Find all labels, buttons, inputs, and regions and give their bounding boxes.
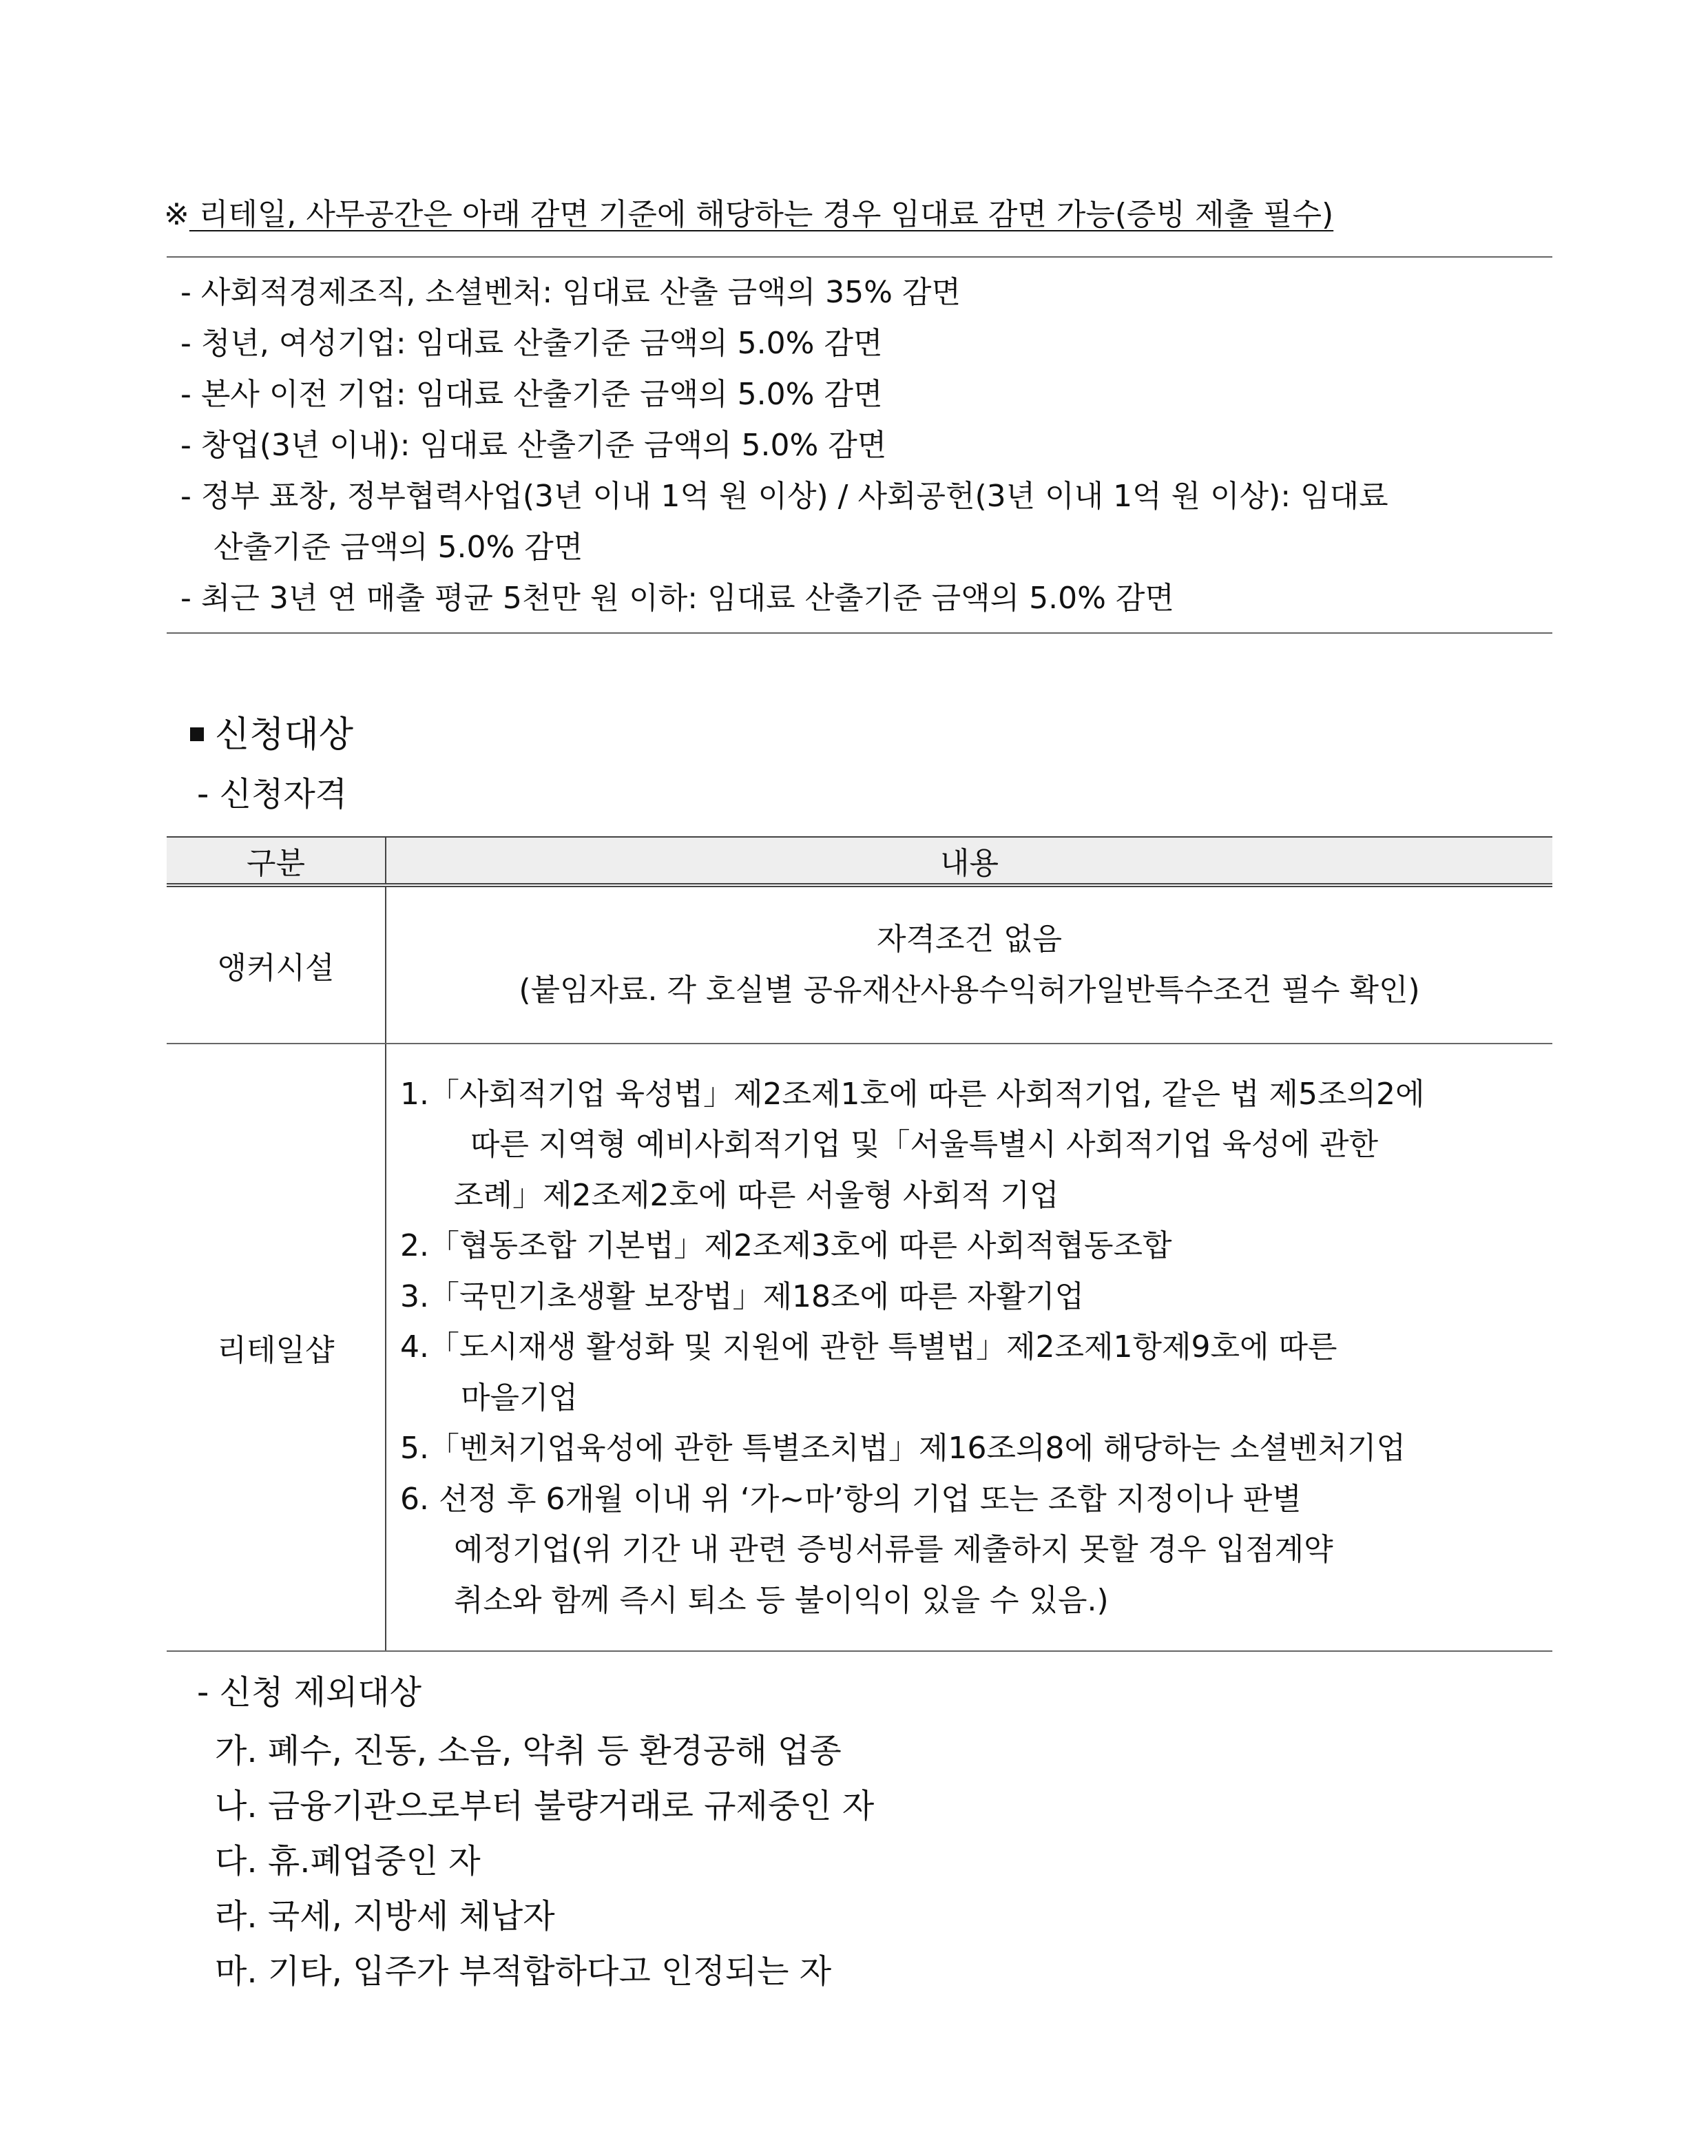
reduction-item: - 본사 이전 기업: 임대료 산출기준 금액의 5.0% 감면 — [180, 377, 883, 412]
list-item-line: 4.「도시재생 활성화 및 지원에 관한 특별법」제2조제1항제9호에 따른 — [400, 1329, 1337, 1365]
reduction-notice-text: 리테일, 사무공간은 아래 감면 기준에 해당하는 경우 임대료 감면 가능(증빙 제출 필수) — [189, 197, 1334, 232]
retail-criteria-list — [386, 1069, 1552, 1626]
reduction-item: - 정부 표창, 정부협력사업(3년 이내 1억 원 이상) / 사회공헌(3년 이내 1억 원 이상): 임대료 — [180, 479, 1388, 514]
list-item-line: 2.「협동조합 기본법」제2조제3호에 따른 사회적협동조합 — [400, 1228, 1172, 1264]
content-cell — [386, 1044, 1552, 1651]
reduction-item: - 사회적경제조직, 소셜벤처: 임대료 산출 금액의 35% 감면 — [180, 275, 961, 310]
reduction-list — [180, 267, 1551, 624]
list-item — [400, 1474, 1552, 1626]
exclusion-item: 마. 기타, 입주가 부적합하다고 인정되는 자 — [215, 1952, 832, 1991]
exclusion-item: 라. 국세, 지방세 체납자 — [215, 1897, 555, 1936]
anchor-condition: 자격조건 없음 — [876, 922, 1062, 957]
header-content: 내용 — [386, 837, 1552, 885]
exclusion-item: 다. 휴.폐업중인 자 — [215, 1842, 481, 1880]
exclusion-list — [215, 1723, 874, 1999]
reduction-item: - 창업(3년 이내): 임대료 산출기준 금액의 5.0% 감면 — [180, 428, 887, 463]
eligibility-table — [167, 836, 1552, 1652]
list-item-line: 마을기업 — [461, 1380, 579, 1416]
exclusion-heading: - 신청 제외대상 — [197, 1673, 422, 1712]
square-bullet-icon — [190, 727, 204, 741]
reduction-item: - 최근 3년 연 매출 평균 5천만 원 이하: 임대료 산출기준 금액의 5.0% 감면 — [180, 581, 1174, 616]
reference-mark: ※ — [164, 197, 189, 232]
table-header-row — [167, 837, 1552, 885]
section-title-text: 신청대상 — [215, 714, 353, 756]
list-item-line: 취소와 함께 즉시 퇴소 등 불이익이 있을 수 있음.) — [454, 1582, 1109, 1618]
list-item-line: 예정기업(위 기간 내 관련 증빙서류를 제출하지 못할 경우 입점계약 — [454, 1532, 1333, 1568]
list-item-line: 조례」제2조제2호에 따른 서울형 사회적 기업 — [454, 1177, 1059, 1213]
list-item — [400, 1423, 1552, 1474]
list-item-line: 따른 지역형 예비사회적기업 및「서울특별시 사회적기업 육성에 관한 — [470, 1127, 1379, 1163]
list-item-line: 1.「사회적기업 육성법」제2조제1호에 따른 사회적기업, 같은 법 제5조의2에 — [400, 1076, 1425, 1112]
list-item-line: 5.「벤처기업육성에 관한 특별조치법」제16조의8에 해당하는 소셜벤처기업 — [400, 1431, 1406, 1466]
table-row-anchor — [167, 885, 1552, 1044]
reduction-item: - 청년, 여성기업: 임대료 산출기준 금액의 5.0% 감면 — [180, 326, 883, 361]
anchor-note: (붙임자료. 각 호실별 공유재산사용수익허가일반특수조건 필수 확인) — [519, 973, 1420, 1008]
header-category: 구분 — [167, 837, 386, 885]
category-cell: 앵커시설 — [167, 885, 386, 1044]
exclusion-item: 가. 폐수, 진동, 소음, 악취 등 환경공해 업종 — [215, 1732, 842, 1770]
divider-top — [167, 256, 1552, 258]
eligibility-heading: - 신청자격 — [197, 775, 348, 813]
category-cell: 리테일샵 — [167, 1044, 386, 1651]
list-item — [400, 1272, 1552, 1323]
list-item-line: 3.「국민기초생활 보장법」제18조에 따른 자활기업 — [400, 1278, 1084, 1314]
list-item — [400, 1322, 1552, 1423]
reduction-item-continuation: 산출기준 금액의 5.0% 감면 — [214, 530, 583, 565]
content-cell — [386, 885, 1552, 1044]
reduction-notice — [164, 194, 1333, 236]
list-item-line: 6. 선정 후 6개월 이내 위 ‘가~마’항의 기업 또는 조합 지정이나 판별 — [400, 1481, 1302, 1517]
table-row-retail — [167, 1044, 1552, 1651]
divider-bottom — [167, 632, 1552, 634]
list-item — [400, 1221, 1552, 1272]
section-title — [190, 711, 353, 759]
exclusion-item: 나. 금융기관으로부터 불량거래로 규제중인 자 — [215, 1787, 875, 1825]
list-item — [400, 1069, 1552, 1221]
